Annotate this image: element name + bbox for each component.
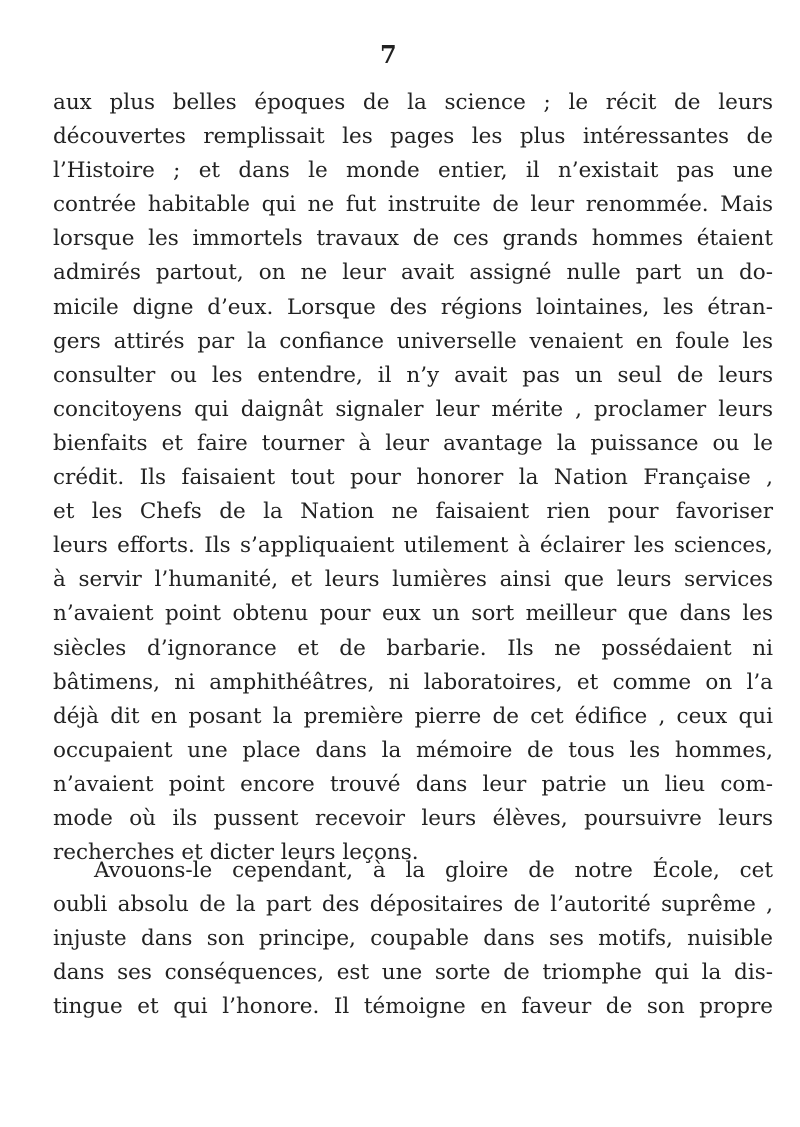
text-line: n’avaient point encore trouvé dans leur patrie un lieu com- [53,771,773,797]
text-line: tingue et qui l’honore. Il témoigne en faveur de son propre [53,994,773,1020]
paragraph-2 [53,854,773,1024]
text-line: admirés partout, on ne leur avait assigné nulle part un do- [53,260,773,286]
paragraph-1 [53,86,773,870]
text-line: Avouons-le cependant, à la gloire de notre École, cet [94,858,773,883]
text-line: bienfaits et faire tourner à leur avantage la puissance ou le [53,430,773,456]
text-line: l’Histoire ; et dans le monde entier, il n’existait pas une [53,158,773,184]
text-line: lorsque les immortels travaux de ces grands hommes étaient [53,226,773,252]
text-line: micile digne d’eux. Lorsque des régions lointaines, les étran- [53,294,773,320]
text-line: crédit. Ils faisaient tout pour honorer la Nation Française , [53,465,773,491]
text-line: occupaient une place dans la mémoire de tous les hommes, [53,737,773,763]
text-line: leurs efforts. Ils s’appliquaient utilement à éclairer les sciences, [53,533,773,559]
text-line: déjà dit en posant la première pierre de cet édifice , ceux qui [53,703,773,729]
text-line: contrée habitable qui ne fut instruite de leur renommée. Mais [53,192,773,218]
text-line: gers attirés par la confiance universelle venaient en foule les [53,328,773,354]
text-line: siècles d’ignorance et de barbarie. Ils ne possédaient ni [53,635,773,661]
text-line: et les Chefs de la Nation ne faisaient rien pour favoriser [53,499,773,525]
text-line: n’avaient point obtenu pour eux un sort meilleur que dans les [53,601,773,627]
text-line: découvertes remplissait les pages les plus intéressantes de [53,124,773,150]
text-line: bâtimens, ni amphithéâtres, ni laboratoires, et comme on l’a [53,669,773,695]
text-line: mode où ils pussent recevoir leurs élèves, poursuivre leurs [53,805,773,831]
text-line: consulter ou les entendre, il n’y avait pas un seul de leurs [53,362,773,388]
text-line: aux plus belles époques de la science ; le récit de leurs [53,90,773,115]
text-line: concitoyens qui daignât signaler leur mérite , proclamer leurs [53,396,773,422]
text-line: dans ses conséquences, est une sorte de triomphe qui la dis- [53,960,773,986]
text-line: injuste dans son principe, coupable dans ses motifs, nuisible [53,926,773,952]
text-line: oubli absolu de la part des dépositaires de l’autorité suprême , [53,892,773,918]
page-number: 7 [380,40,397,69]
text-line: recherches et dicter leurs leçons. [53,840,419,866]
text-line: à servir l’humanité, et leurs lumières ainsi que leurs services [53,567,773,593]
